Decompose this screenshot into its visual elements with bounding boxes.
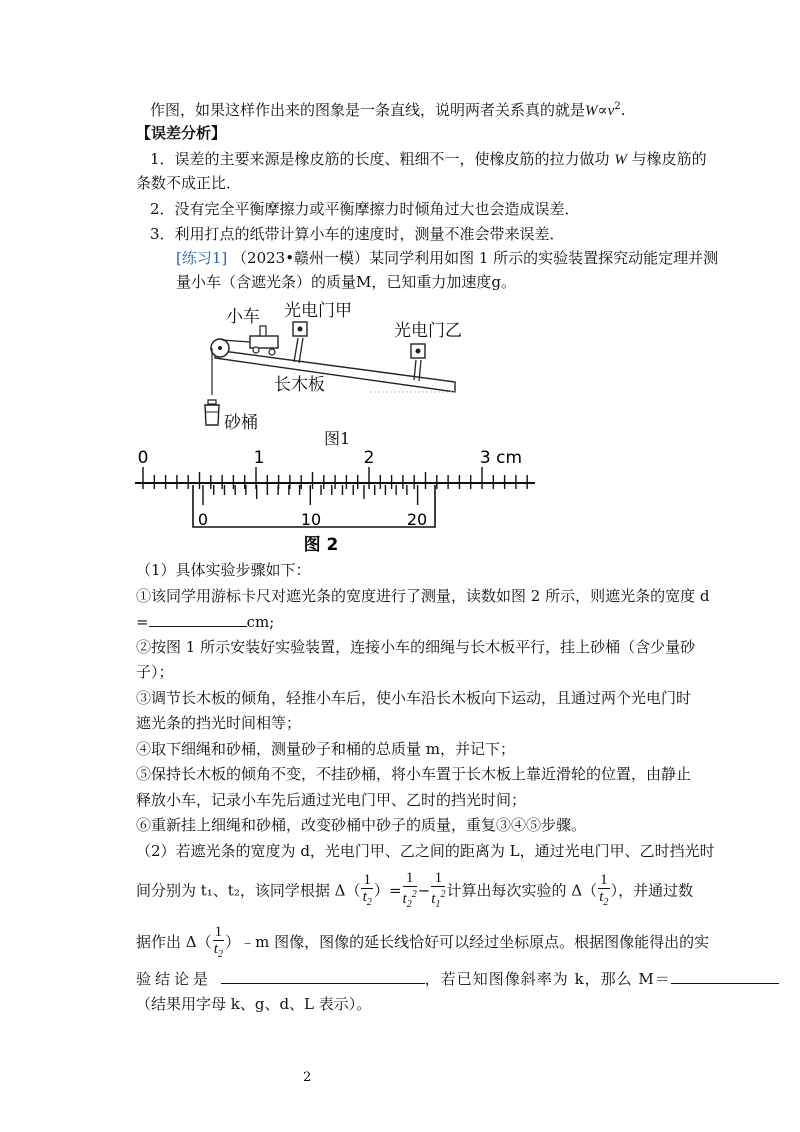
error-item-1 xyxy=(150,149,707,170)
q2-text-4b: ，若已知图像斜率为 k，那么 M＝ xyxy=(424,970,671,988)
q2-text-b: ）= xyxy=(373,881,402,900)
gate-a-post-1 xyxy=(294,338,298,362)
frac-den xyxy=(403,887,417,913)
frac-num: 1 xyxy=(600,872,608,888)
frac-t: t xyxy=(402,891,407,907)
vernier-label-10: 10 xyxy=(300,510,322,529)
page-number: 2 xyxy=(303,1070,312,1085)
bucket-body xyxy=(205,405,219,425)
frac-sub: 2 xyxy=(366,897,372,908)
formula-exp: 2 xyxy=(614,101,621,112)
main-label-1: 1 xyxy=(253,448,265,468)
main-label-2: 2 xyxy=(363,448,375,468)
step-4: ④取下细绳和砂桶，测量砂子和桶的总质量 m，并记下； xyxy=(136,740,515,758)
fraction-1-over-t1-sq xyxy=(431,870,445,913)
car-wheel-right xyxy=(269,349,275,355)
light-shield xyxy=(260,326,266,336)
q2-text-d: ），并通过数 xyxy=(610,881,694,900)
frac-sup: 2 xyxy=(440,889,446,900)
car-body xyxy=(250,336,278,348)
bucket-hook xyxy=(208,400,216,404)
vernier-scale-ticks xyxy=(203,485,418,505)
figure-2-caption: 图 2 xyxy=(303,535,339,555)
q2-line-4 xyxy=(136,968,779,989)
label-board: 长木板 xyxy=(274,375,325,395)
answer-blank-mass[interactable] xyxy=(671,968,779,984)
fraction-1-over-t2-sq xyxy=(403,870,417,913)
error-item-2: 2．没有完全平衡摩擦力或平衡摩擦力时倾角过大也会造成误差． xyxy=(150,200,580,218)
vernier-label-20: 20 xyxy=(406,510,428,529)
step-3-line-2: 遮光条的挡光时间相等； xyxy=(136,714,302,732)
formula-v: v xyxy=(607,103,615,119)
frac-t: t xyxy=(431,891,436,907)
frac-num: 1 xyxy=(403,870,417,887)
main-label-0: 0 xyxy=(137,448,149,468)
frac-t: t xyxy=(362,889,367,905)
q2-text-4a: 验结论是 xyxy=(136,970,213,988)
exercise-tag: [练习1] xyxy=(176,249,228,267)
q2-line-1: （2）若遮光条的宽度为 d，光电门甲、乙之间的距离为 L，通过光电门甲、乙时挡光时 xyxy=(136,842,715,860)
intro-line xyxy=(150,97,626,121)
error-item-3: 3．利用打点的纸带计算小车的速度时，测量不准会带来误差． xyxy=(150,225,565,243)
intro-end: . xyxy=(620,101,626,119)
label-gate-a: 光电门甲 xyxy=(284,301,352,321)
frac-sub: 2 xyxy=(406,899,412,910)
figure-2-vernier-caliper xyxy=(135,445,535,555)
frac-sub: 2 xyxy=(217,948,223,960)
exercise-text-1: 某同学利用如图 1 所示的实验装置探究动能定理并测 xyxy=(369,249,719,267)
frac-num: 1 xyxy=(363,872,371,888)
intro-text: 作图，如果这样作出来的图象是一条直线，说明两者关系真的就是 xyxy=(150,101,586,119)
frac-t: t xyxy=(213,940,218,957)
formula-prop: ∝ xyxy=(597,101,608,119)
frac-den xyxy=(213,941,225,963)
frac-sup: 2 xyxy=(411,889,417,900)
label-gate-b: 光电门乙 xyxy=(394,321,462,341)
exercise-source: （2023•赣州一模） xyxy=(232,249,370,267)
error-item-1-w: W xyxy=(614,152,627,168)
frac-sub: 1 xyxy=(435,899,441,910)
q2-line-3 xyxy=(136,922,709,962)
q2-minus: − xyxy=(417,881,431,900)
error-item-1-text: 1．误差的主要来源是橡皮筋的长度、粗细不一，使橡皮筋的拉力做功 xyxy=(150,150,610,168)
fraction-1-over-t2 xyxy=(213,924,225,963)
error-item-1-post: 与橡皮筋的 xyxy=(631,150,707,168)
q2-text-c: 计算出每次实验的 Δ（ xyxy=(446,881,598,900)
q2-line-5: （结果用字母 k、g、d、L 表示）。 xyxy=(136,995,372,1013)
fraction-1-over-t2 xyxy=(361,872,373,911)
q2-text-3a: 据作出 Δ（ xyxy=(136,933,212,951)
frac-t: t xyxy=(599,889,604,905)
gate-a-sensor xyxy=(298,327,303,332)
step-5-line-2: 释放小车，记录小车先后通过光电门甲、乙时的挡光时间； xyxy=(136,791,527,809)
frac-num: 1 xyxy=(214,923,223,940)
label-bucket: 砂桶 xyxy=(224,413,258,433)
q2-line-2 xyxy=(136,870,693,910)
vernier-label-0: 0 xyxy=(197,510,209,529)
answer-blank-d[interactable] xyxy=(149,611,247,627)
frac-sub: 2 xyxy=(603,897,609,908)
gate-a-post-2 xyxy=(299,338,303,363)
q1-title: （1）具体实验步骤如下： xyxy=(136,561,311,579)
frac-num: 1 xyxy=(431,870,445,887)
fraction-1-over-t2 xyxy=(598,872,610,911)
exercise-line-1 xyxy=(176,248,718,268)
error-analysis-heading: 【误差分析】 xyxy=(136,124,227,142)
step-6: ⑥重新挂上细绳和砂桶，改变砂桶中砂子的质量，重复③④⑤步骤。 xyxy=(136,816,587,834)
step-1-line-2 xyxy=(136,611,274,632)
figure-1-caption: 图1 xyxy=(324,429,351,448)
main-label-3: 3 cm xyxy=(479,448,523,468)
frac-den xyxy=(431,887,445,913)
answer-blank-conclusion[interactable] xyxy=(221,968,425,984)
label-car: 小车 xyxy=(226,307,260,327)
figure-1-apparatus xyxy=(190,300,470,450)
step-5-line-1: ⑤保持长木板的倾角不变，不挂砂桶，将小车置于长木板上靠近滑轮的位置，由静止 xyxy=(136,765,692,783)
frac-den xyxy=(598,889,610,911)
error-item-1-line2: 条数不成正比． xyxy=(136,174,242,192)
frac-den xyxy=(361,889,373,911)
gate-b-sensor xyxy=(416,349,421,354)
formula-w: W xyxy=(585,103,598,119)
pulley-axle xyxy=(218,346,222,350)
q2-text-3b: ）﹣m 图像，图像的延长线恰好可以经过坐标原点。根据图像能得出的实 xyxy=(225,933,710,951)
step-1-line-1: ①该同学用游标卡尺对遮光条的宽度进行了测量，读数如图 2 所示，则遮光条的宽度 d xyxy=(136,587,710,605)
step-3-line-1: ③调节长木板的倾角，轻推小车后，使小车沿长木板向下运动，且通过两个光电门时 xyxy=(136,689,692,707)
step-1-eq: = xyxy=(136,613,149,631)
step-2-line-2: 子）； xyxy=(136,663,174,681)
main-scale-ticks xyxy=(143,467,527,489)
step-2-line-1: ②按图 1 所示安装好实验装置，连接小车的细绳与长木板平行，挂上砂桶（含少量砂 xyxy=(136,638,696,656)
q2-text-a: 间分别为 t₁、t₂，该同学根据 Δ（ xyxy=(136,881,361,900)
step-1-unit: cm; xyxy=(246,613,275,631)
car-wheel-left xyxy=(253,347,259,353)
exercise-line-2: 量小车（含遮光条）的质量M，已知重力加速度g。 xyxy=(176,273,516,291)
